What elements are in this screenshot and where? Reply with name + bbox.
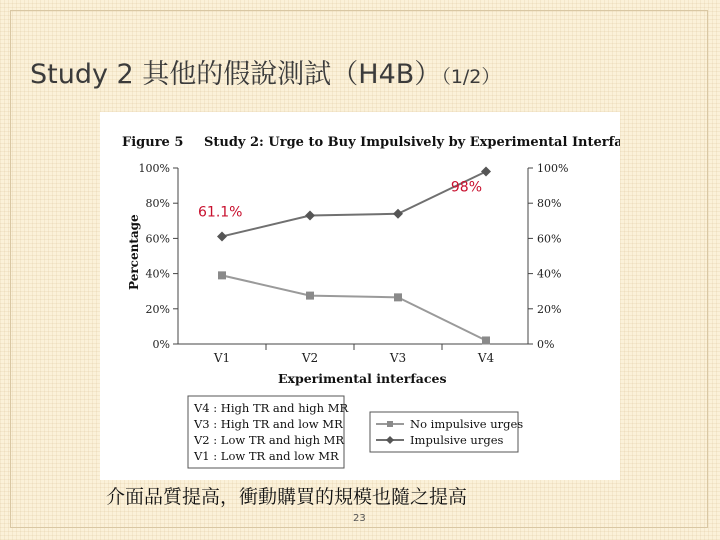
y-tick-right-label: 100% [537, 162, 569, 175]
y-tick-left-label: 100% [138, 162, 170, 175]
y-axis-label: Percentage [127, 214, 141, 290]
data-point-diamond [393, 209, 403, 219]
y-tick-left-label: 20% [145, 302, 170, 316]
x-tick-label: V1 [213, 351, 231, 365]
interface-legend-entry: V2 : Low TR and high MR [194, 433, 345, 447]
x-tick-label: V2 [301, 351, 319, 365]
data-point-square [394, 293, 402, 301]
data-point-square [482, 336, 490, 344]
figure-label: Figure 5 [122, 135, 184, 150]
slide-title-sub: （1/2） [441, 66, 501, 88]
data-point-diamond [305, 211, 315, 221]
data-label: 98% [450, 179, 482, 196]
legend-entry-label: No impulsive urges [410, 417, 524, 431]
data-point-diamond [481, 167, 491, 177]
interface-legend-entry: V4 : High TR and high MR [194, 401, 349, 415]
y-tick-left-label: 40% [145, 267, 170, 281]
slide-caption: 介面品質提高，衝動購買的規模也隨之提高 [106, 486, 468, 508]
data-label: 61.1% [198, 204, 243, 221]
x-tick-label: V4 [477, 351, 495, 365]
y-tick-right-label: 80% [537, 197, 562, 211]
data-point-square [306, 292, 314, 300]
y-tick-right-label: 60% [537, 232, 562, 246]
x-axis-label: Experimental interfaces [278, 371, 447, 386]
figure-panel [100, 112, 620, 480]
interface-legend-entry: V1 : Low TR and low MR [194, 449, 339, 463]
data-point-diamond [217, 231, 227, 241]
series-line-impulsive [222, 172, 486, 237]
y-tick-left-label: 0% [152, 338, 170, 351]
y-tick-left-label: 80% [145, 197, 170, 211]
y-tick-right-label: 20% [537, 302, 562, 316]
series-line-no-impulsive [222, 275, 486, 340]
x-tick-label: V3 [389, 351, 407, 365]
y-tick-right-label: 0% [537, 338, 555, 351]
page-number: 23 [353, 513, 366, 524]
chart-title: Study 2: Urge to Buy Impulsively by Experimental Interface [204, 135, 620, 150]
x-ticks [213, 344, 495, 365]
y-tick-right-label: 40% [537, 267, 562, 281]
y-tick-left-label: 60% [145, 232, 170, 246]
legend-entry-label: Impulsive urges [410, 433, 504, 447]
line-chart [100, 112, 620, 480]
y-ticks-right [528, 162, 568, 351]
slide-title-main: Study 2 其他的假說測試（H4B） [30, 59, 442, 90]
y-ticks-left [139, 162, 178, 351]
legend-swatch-marker [387, 421, 393, 427]
slide-title [30, 52, 500, 91]
interface-legend-entry: V3 : High TR and low MR [194, 417, 343, 431]
data-point-square [218, 271, 226, 279]
